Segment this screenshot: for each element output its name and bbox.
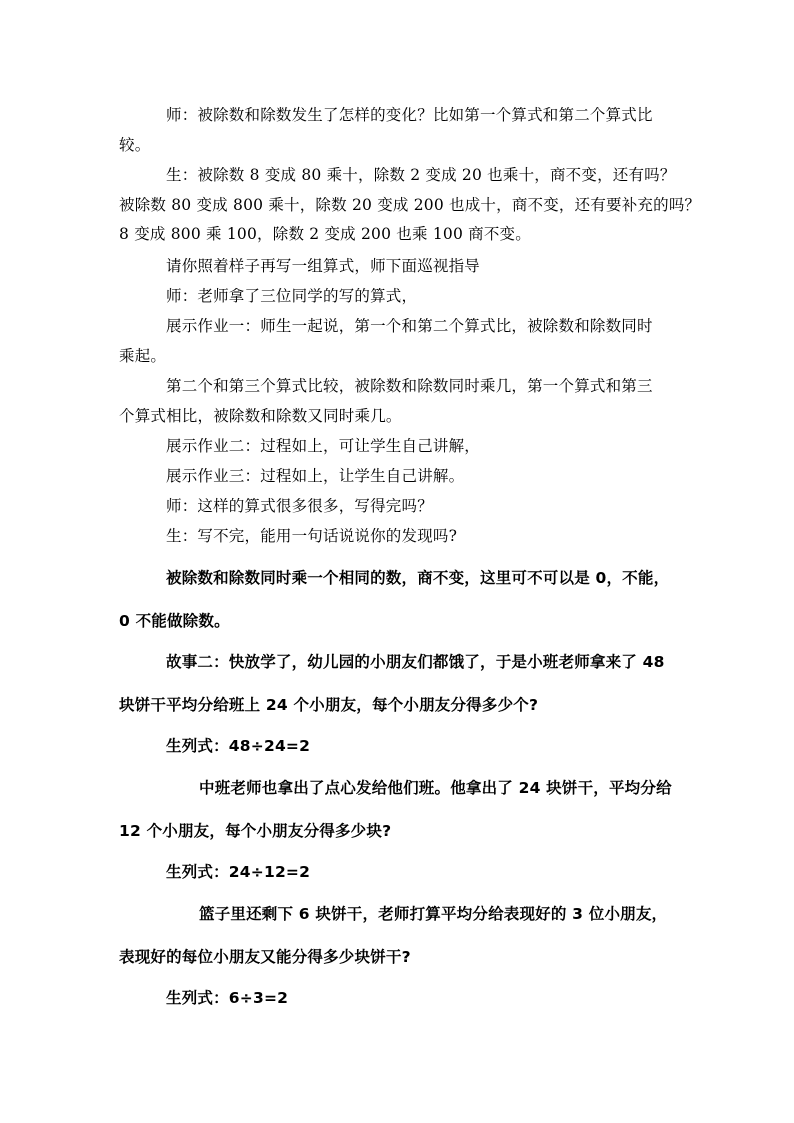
paragraph-homework-two [119, 432, 679, 462]
paragraph-teacher-question-2 [119, 492, 679, 522]
text-line: 被除数 80 变成 800 乘十，除数 20 变成 200 也成十，商不变，还有要补充的吗？ [119, 195, 701, 214]
paragraph-teacher-remark [119, 282, 679, 312]
paragraph-equation-2 [119, 851, 679, 894]
text-line: 师：这样的算式很多很多，写得完吗？ [166, 497, 433, 515]
paragraph-comparison [119, 372, 679, 431]
text-line: 生：被除数 8 变成 80 乘十，除数 2 变成 20 也乘十，商不变，还有吗？ [166, 166, 676, 184]
text-line: 生列式：48÷24=2 [166, 737, 311, 755]
text-line: 请你照着样子再写一组算式，师下面巡视指导 [166, 257, 481, 275]
text-line: 个算式相比，被除数和除数又同时乘几。 [119, 406, 402, 425]
text-line: 第二个和第三个算式比较，被除数和除数同时乘几，第一个算式和第三 [166, 377, 653, 395]
text-line: 故事二：快放学了，幼儿园的小朋友们都饿了，于是小班老师拿来了 48 [166, 653, 665, 671]
text-line: 生：写不完，能用一句话说说你的发现吗? [166, 527, 458, 545]
text-line: 师：被除数和除数发生了怎样的变化？比如第一个算式和第二个算式比 [166, 106, 653, 124]
text-line: 0 不能做除数。 [119, 612, 230, 630]
paragraph-equation-1 [119, 725, 679, 768]
text-line: 表现好的每位小朋友又能分得多少块饼干? [119, 948, 411, 966]
text-line: 篮子里还剩下 6 块饼干，老师打算平均分给表现好的 3 位小朋友， [199, 905, 668, 923]
text-line: 较。 [119, 135, 151, 154]
text-line: 中班老师也拿出了点心发给他们班。他拿出了 24 块饼干，平均分给 [199, 779, 672, 797]
text-line: 生列式：6÷3=2 [166, 989, 289, 1007]
paragraph-basket [119, 893, 679, 979]
paragraph-student-answer [119, 161, 701, 250]
text-line: 师：老师拿了三位同学的写的算式， [166, 287, 418, 305]
text-line: 展示作业三：过程如上，让学生自己讲解。 [166, 467, 465, 485]
paragraph-conclusion [119, 557, 679, 643]
text-line: 块饼干平均分给班上 24 个小朋友，每个小朋友分得多少个? [119, 696, 539, 714]
paragraph-middle-class [119, 767, 679, 853]
paragraph-homework-three [119, 462, 679, 492]
text-line: 生列式：24÷12=2 [166, 863, 311, 881]
paragraph-homework-one [119, 312, 679, 371]
text-line: 展示作业二：过程如上，可让学生自己讲解， [166, 437, 481, 455]
paragraph-instruction [119, 252, 679, 282]
paragraph-equation-3 [119, 977, 679, 1020]
paragraph-teacher-question [119, 101, 679, 160]
text-line: 8 变成 800 乘 100，除数 2 变成 200 也乘 100 商不变。 [119, 225, 531, 243]
text-line: 展示作业一：师生一起说，第一个和第二个算式比，被除数和除数同时 [166, 317, 653, 335]
text-line: 12 个小朋友，每个小朋友分得多少块? [119, 822, 392, 840]
text-line: 被除数和除数同时乘一个相同的数，商不变，这里可不可以是 0，不能， [166, 569, 670, 587]
paragraph-student-reply [119, 522, 679, 552]
text-line: 乘起。 [119, 346, 167, 365]
paragraph-story-two [119, 641, 679, 727]
